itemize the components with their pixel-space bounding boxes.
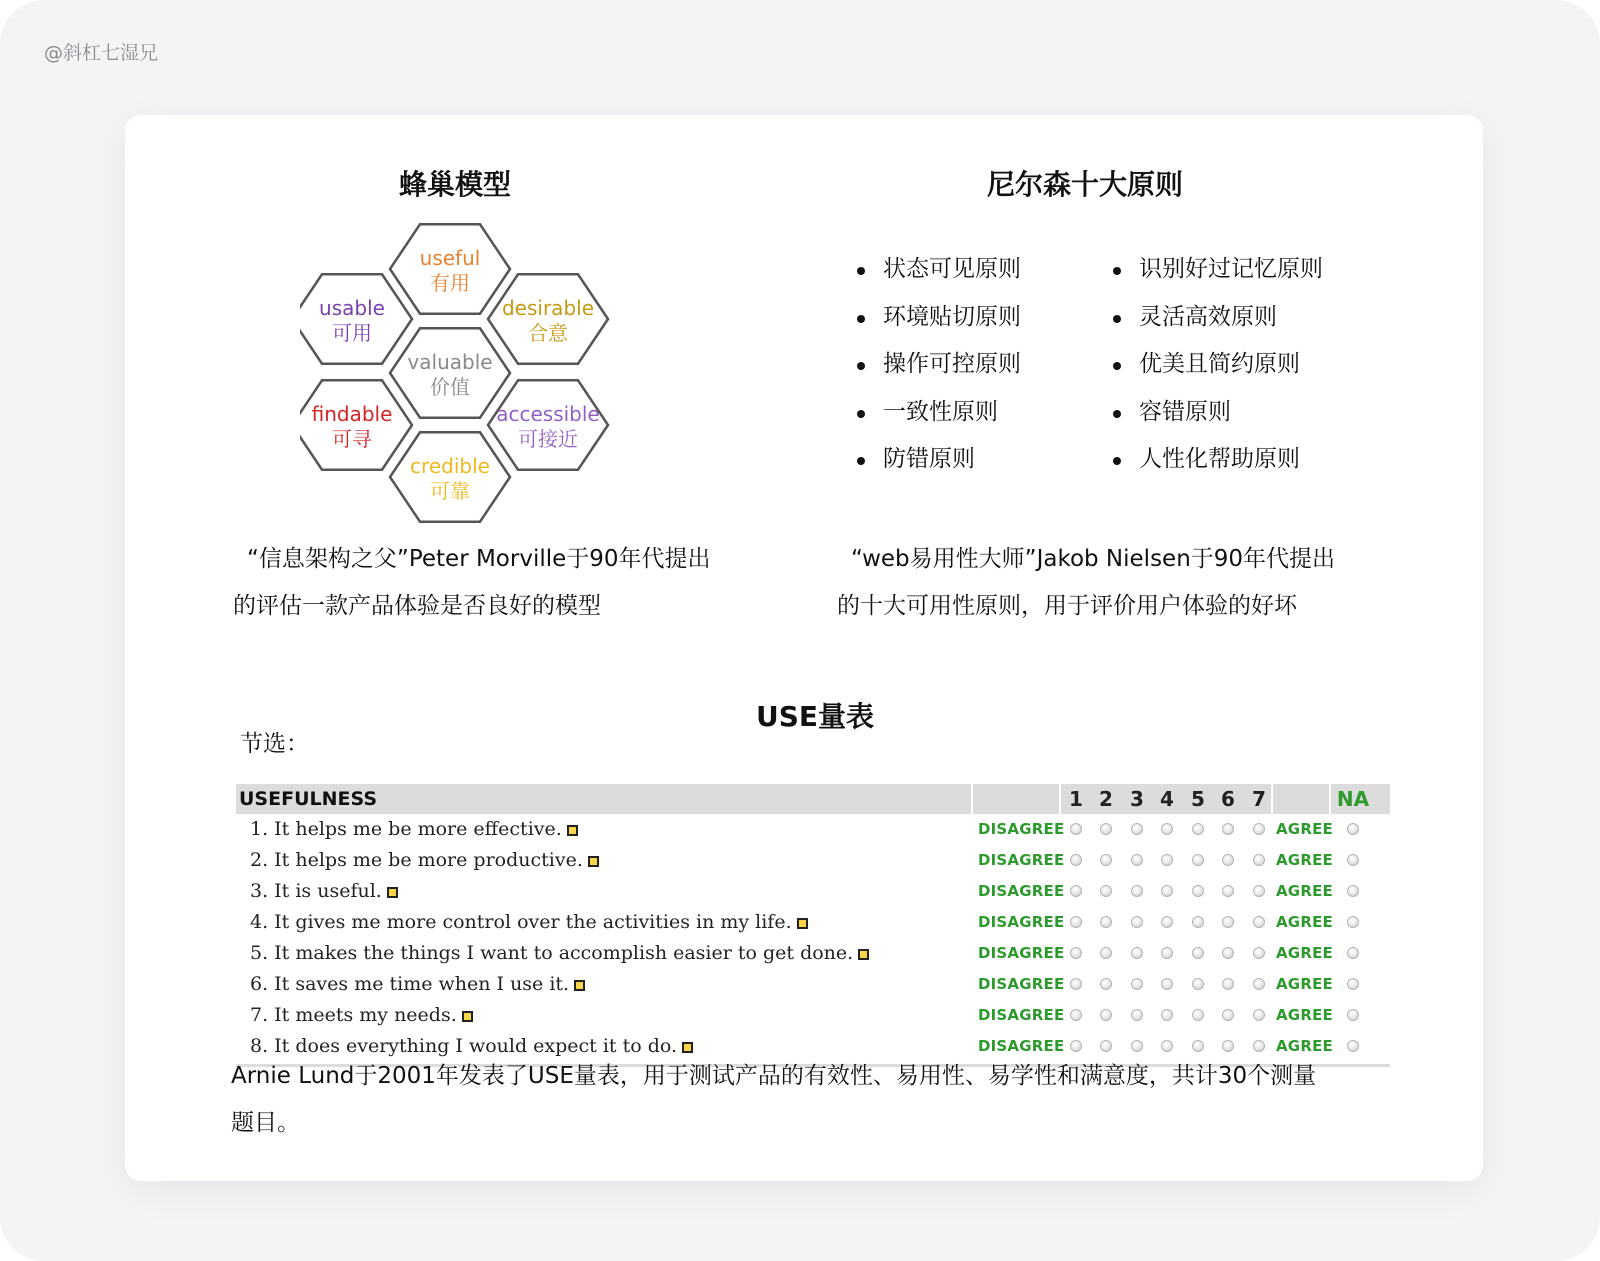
- radio-option-3[interactable]: [1131, 947, 1143, 959]
- disagree-label: DISAGREE: [978, 851, 1065, 869]
- principle-item: 优美且简约原则: [1111, 341, 1391, 389]
- question-rows: [236, 814, 1390, 1062]
- question-label: 1. It helps me be more effective.: [250, 818, 562, 840]
- note-icon[interactable]: [567, 825, 578, 836]
- note-icon[interactable]: [462, 1011, 473, 1022]
- radio-option-1[interactable]: [1070, 823, 1082, 835]
- question-label: 2. It helps me be more productive.: [250, 849, 583, 871]
- question-text: [250, 907, 808, 938]
- note-icon[interactable]: [387, 887, 398, 898]
- disagree-label: DISAGREE: [978, 1037, 1065, 1055]
- disagree-label: DISAGREE: [978, 913, 1065, 931]
- radio-option-5[interactable]: [1192, 1009, 1204, 1021]
- scale-number-3: 3: [1130, 787, 1144, 811]
- hex-label-zh: 合意: [528, 321, 568, 345]
- radio-option-3[interactable]: [1131, 1009, 1143, 1021]
- radio-option-na[interactable]: [1347, 823, 1359, 835]
- watermark: @斜杠七湿兄: [44, 42, 159, 64]
- radio-option-1[interactable]: [1070, 947, 1082, 959]
- principle-item: 操作可控原则: [855, 341, 1095, 389]
- radio-option-6[interactable]: [1222, 916, 1234, 928]
- question-text: [250, 969, 585, 1000]
- scale-number-7: 7: [1252, 787, 1266, 811]
- radio-option-7[interactable]: [1253, 1040, 1265, 1052]
- radio-option-4[interactable]: [1161, 916, 1173, 928]
- note-icon[interactable]: [588, 856, 599, 867]
- principle-item: 识别好过记忆原则: [1111, 246, 1391, 294]
- agree-label: AGREE: [1276, 975, 1333, 993]
- question-row: [236, 907, 1390, 938]
- header-divider: [1059, 784, 1061, 814]
- agree-label: AGREE: [1276, 1037, 1333, 1055]
- radio-option-4[interactable]: [1161, 947, 1173, 959]
- note-icon[interactable]: [574, 980, 585, 991]
- radio-option-1[interactable]: [1070, 885, 1082, 897]
- radio-option-5[interactable]: [1192, 916, 1204, 928]
- radio-option-4[interactable]: [1161, 1009, 1173, 1021]
- disagree-label: DISAGREE: [978, 820, 1065, 838]
- radio-option-5[interactable]: [1192, 823, 1204, 835]
- radio-option-6[interactable]: [1222, 823, 1234, 835]
- question-row: [236, 845, 1390, 876]
- radio-option-7[interactable]: [1253, 916, 1265, 928]
- use-desc-line2: 题目。: [231, 1110, 300, 1136]
- radio-option-5[interactable]: [1192, 947, 1204, 959]
- agree-label: AGREE: [1276, 820, 1333, 838]
- radio-option-3[interactable]: [1131, 916, 1143, 928]
- radio-option-3[interactable]: [1131, 885, 1143, 897]
- principle-item: 环境贴切原则: [855, 294, 1095, 342]
- nielsen-title: 尼尔森十大原则: [986, 168, 1183, 201]
- radio-option-2[interactable]: [1100, 1040, 1112, 1052]
- agree-label: AGREE: [1276, 1006, 1333, 1024]
- radio-option-3[interactable]: [1131, 854, 1143, 866]
- question-label: 7. It meets my needs.: [250, 1004, 457, 1026]
- hex-label-zh: 可寻: [332, 427, 372, 451]
- note-icon[interactable]: [797, 918, 808, 929]
- radio-option-3[interactable]: [1131, 823, 1143, 835]
- radio-option-4[interactable]: [1161, 885, 1173, 897]
- radio-option-2[interactable]: [1100, 885, 1112, 897]
- radio-option-1[interactable]: [1070, 916, 1082, 928]
- radio-option-5[interactable]: [1192, 1040, 1204, 1052]
- radio-option-6[interactable]: [1222, 885, 1234, 897]
- note-icon[interactable]: [858, 949, 869, 960]
- radio-option-na[interactable]: [1347, 1040, 1359, 1052]
- radio-option-1[interactable]: [1070, 978, 1082, 990]
- honeycomb-title: 蜂巢模型: [398, 168, 511, 201]
- hex-label-zh: 可用: [332, 321, 372, 345]
- scale-number-6: 6: [1221, 787, 1235, 811]
- hex-label-en: accessible: [496, 402, 600, 426]
- radio-option-6[interactable]: [1222, 1009, 1234, 1021]
- honeycomb-desc-line2: 的评估一款产品体验是否良好的模型: [233, 593, 601, 619]
- radio-option-4[interactable]: [1161, 978, 1173, 990]
- radio-option-7[interactable]: [1253, 823, 1265, 835]
- nielsen-desc-line1: “web易用性大师”Jakob Nielsen于90年代提出: [851, 546, 1336, 572]
- hex-label-zh: 价值: [430, 375, 470, 399]
- radio-option-1[interactable]: [1070, 854, 1082, 866]
- question-label: 6. It saves me time when I use it.: [250, 973, 570, 995]
- header-divider: [1271, 784, 1273, 814]
- question-label: 8. It does everything I would expect it to do.: [250, 1035, 678, 1057]
- content-card: [125, 115, 1483, 1181]
- question-text: [250, 814, 578, 845]
- radio-option-3[interactable]: [1131, 1040, 1143, 1052]
- scale-number-2: 2: [1099, 787, 1113, 811]
- hex-cell-valuable: [390, 328, 510, 417]
- question-label: 4. It gives me more control over the activities in my life.: [250, 911, 792, 933]
- radio-option-7[interactable]: [1253, 1009, 1265, 1021]
- hex-label-zh: 可接近: [518, 427, 578, 451]
- radio-option-na[interactable]: [1347, 885, 1359, 897]
- hex-label-en: desirable: [501, 296, 595, 320]
- question-text: [250, 876, 398, 907]
- radio-option-2[interactable]: [1100, 978, 1112, 990]
- radio-option-4[interactable]: [1161, 823, 1173, 835]
- nielsen-principles-left: [855, 246, 1095, 484]
- hex-cell-accessible: [488, 380, 608, 469]
- radio-option-5[interactable]: [1192, 885, 1204, 897]
- use-scale-title: USE量表: [755, 700, 875, 733]
- use-scale-subtitle: 节选：: [240, 731, 309, 757]
- radio-option-6[interactable]: [1222, 854, 1234, 866]
- radio-option-2[interactable]: [1100, 854, 1112, 866]
- question-label: 5. It makes the things I want to accomplish easier to get done.: [250, 942, 854, 964]
- principle-item: 状态可见原则: [855, 246, 1095, 294]
- radio-option-2[interactable]: [1100, 823, 1112, 835]
- nielsen-principles-right: [1111, 246, 1391, 484]
- principle-item: 人性化帮助原则: [1111, 436, 1391, 484]
- radio-option-4[interactable]: [1161, 854, 1173, 866]
- radio-option-1[interactable]: [1070, 1009, 1082, 1021]
- radio-option-6[interactable]: [1222, 947, 1234, 959]
- radio-option-na[interactable]: [1347, 1009, 1359, 1021]
- radio-option-na[interactable]: [1347, 854, 1359, 866]
- honeycomb-desc-line1: “信息架构之父”Peter Morville于90年代提出: [247, 546, 711, 572]
- radio-option-3[interactable]: [1131, 978, 1143, 990]
- agree-label: AGREE: [1276, 882, 1333, 900]
- scale-number-1: 1: [1069, 787, 1083, 811]
- honeycomb-description: [233, 536, 793, 630]
- header-divider: [971, 784, 973, 814]
- hex-label-zh: 可靠: [430, 479, 470, 503]
- use-scale-table: [236, 784, 1390, 1067]
- nielsen-desc-line2: 的十大可用性原则，用于评价用户体验的好坏: [837, 593, 1297, 619]
- hex-cell-findable: [300, 380, 412, 469]
- radio-option-5[interactable]: [1192, 854, 1204, 866]
- question-row: [236, 876, 1390, 907]
- radio-option-2[interactable]: [1100, 916, 1112, 928]
- use-desc-line1: Arnie Lund于2001年发表了USE量表，用于测试产品的有效性、易用性、易学性和满意度，共计30个测量: [231, 1063, 1317, 1089]
- radio-option-na[interactable]: [1347, 947, 1359, 959]
- hex-label-en: usable: [319, 296, 385, 320]
- question-row: [236, 969, 1390, 1000]
- question-text: [250, 1000, 473, 1031]
- principle-item: 灵活高效原则: [1111, 294, 1391, 342]
- hex-label-en: valuable: [407, 350, 493, 374]
- radio-option-2[interactable]: [1100, 947, 1112, 959]
- nielsen-description: [837, 536, 1437, 630]
- na-header: NA: [1336, 787, 1370, 811]
- question-text: [250, 845, 599, 876]
- agree-label: AGREE: [1276, 851, 1333, 869]
- radio-option-na[interactable]: [1347, 978, 1359, 990]
- radio-option-6[interactable]: [1222, 978, 1234, 990]
- scale-number-4: 4: [1160, 787, 1174, 811]
- radio-option-6[interactable]: [1222, 1040, 1234, 1052]
- question-row: [236, 814, 1390, 845]
- honeycomb-diagram: [300, 215, 630, 535]
- radio-option-7[interactable]: [1253, 854, 1265, 866]
- radio-option-na[interactable]: [1347, 916, 1359, 928]
- radio-option-7[interactable]: [1253, 947, 1265, 959]
- radio-option-1[interactable]: [1070, 1040, 1082, 1052]
- question-text: [250, 938, 869, 969]
- note-icon[interactable]: [682, 1042, 693, 1053]
- use-scale-description: [231, 1053, 1411, 1147]
- radio-option-2[interactable]: [1100, 1009, 1112, 1021]
- header-divider: [1329, 784, 1331, 814]
- hex-cell-useful: [390, 224, 510, 313]
- scale-number-5: 5: [1191, 787, 1205, 811]
- radio-option-4[interactable]: [1161, 1040, 1173, 1052]
- hex-label-en: credible: [410, 454, 490, 478]
- question-row: [236, 938, 1390, 969]
- agree-label: AGREE: [1276, 913, 1333, 931]
- principle-item: 防错原则: [855, 436, 1095, 484]
- honeycomb-svg: [300, 215, 630, 535]
- agree-label: AGREE: [1276, 944, 1333, 962]
- hex-label-en: useful: [419, 246, 481, 270]
- table-header: [236, 784, 1390, 814]
- hex-cell-usable: [300, 274, 412, 363]
- principle-item: 容错原则: [1111, 389, 1391, 437]
- hex-label-en: findable: [311, 402, 393, 426]
- radio-option-7[interactable]: [1253, 978, 1265, 990]
- hex-cell-credible: [390, 432, 510, 521]
- radio-option-5[interactable]: [1192, 978, 1204, 990]
- radio-option-7[interactable]: [1253, 885, 1265, 897]
- usefulness-header: USEFULNESS: [236, 784, 971, 814]
- hex-label-zh: 有用: [430, 271, 470, 295]
- disagree-label: DISAGREE: [978, 944, 1065, 962]
- disagree-label: DISAGREE: [978, 975, 1065, 993]
- disagree-label: DISAGREE: [978, 1006, 1065, 1024]
- question-label: 3. It is useful.: [250, 880, 382, 902]
- disagree-label: DISAGREE: [978, 882, 1065, 900]
- question-row: [236, 1000, 1390, 1031]
- principle-item: 一致性原则: [855, 389, 1095, 437]
- hex-cell-desirable: [488, 274, 608, 363]
